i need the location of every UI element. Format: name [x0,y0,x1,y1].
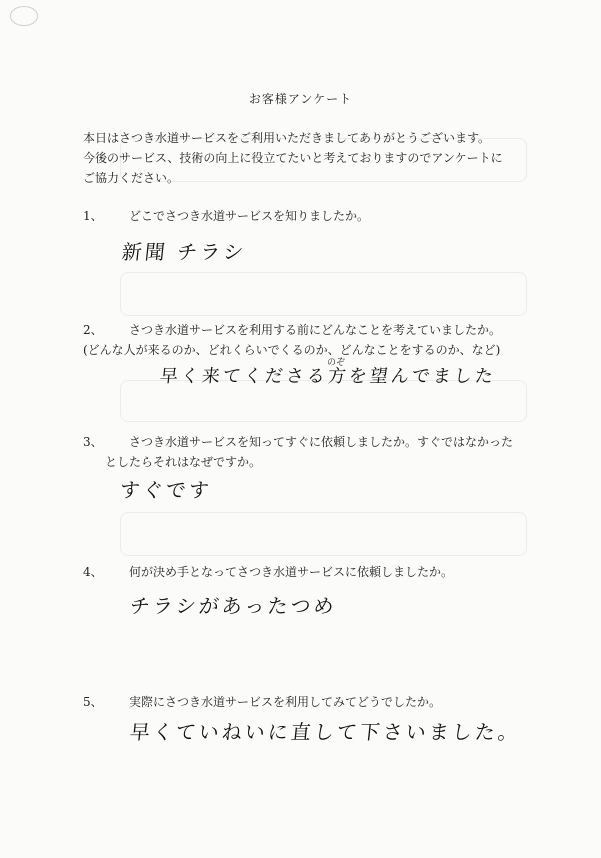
question-text: さつき水道サービスを利用する前にどんなことを考えていましたか。 [129,323,502,337]
question-text: さつき水道サービスを知ってすぐに依頼しましたか。すぐではなかった [129,435,514,449]
question-text: 何が決め手となってさつき水道サービスに依頼しましたか。 [129,565,454,579]
intro-line: 今後のサービス、技術の向上に役立てたいと考えておりますのでアンケートに [83,151,503,165]
question-5 [83,692,441,712]
question-3 [83,432,513,452]
question-3-sub: としたらそれはなぜですか。 [105,455,262,469]
page-title: お客様アンケート [248,92,353,106]
answer-1: 新聞 チラシ [120,240,248,264]
question-number: 4、 [83,565,103,579]
question-2 [83,320,501,340]
question-text: 実際にさつき水道サービスを利用してみてどうでしたか。 [129,695,442,709]
question-4 [83,562,453,582]
answer-4: チラシがあったつめ [128,594,338,618]
bleed-through-box [120,272,527,316]
answer-3: すぐです [118,478,214,502]
question-2-sub: (どんな人が来るのか、どれくらいでくるのか、どんなことをするのか、など) [83,343,501,357]
answer-2: 早く来てくださる方を望んでました [158,366,497,387]
question-text: どこでさつき水道サービスを知りましたか。 [129,209,370,223]
question-number: 5、 [83,695,103,709]
page-corner-mark [10,6,38,26]
question-number: 1、 [83,209,103,223]
question-number: 3、 [83,435,103,449]
intro-text [83,128,583,188]
answer-5: 早くていねいに直して下さいました。 [128,720,523,744]
question-number: 2、 [83,323,103,337]
bleed-through-box [120,512,527,556]
intro-line: ご協力ください。 [83,171,180,185]
question-1 [83,206,369,226]
intro-line: 本日はさつき水道サービスをご利用いただきましてありがとうございます。 [83,131,491,145]
answer-2-correction: のぞ [327,358,346,368]
